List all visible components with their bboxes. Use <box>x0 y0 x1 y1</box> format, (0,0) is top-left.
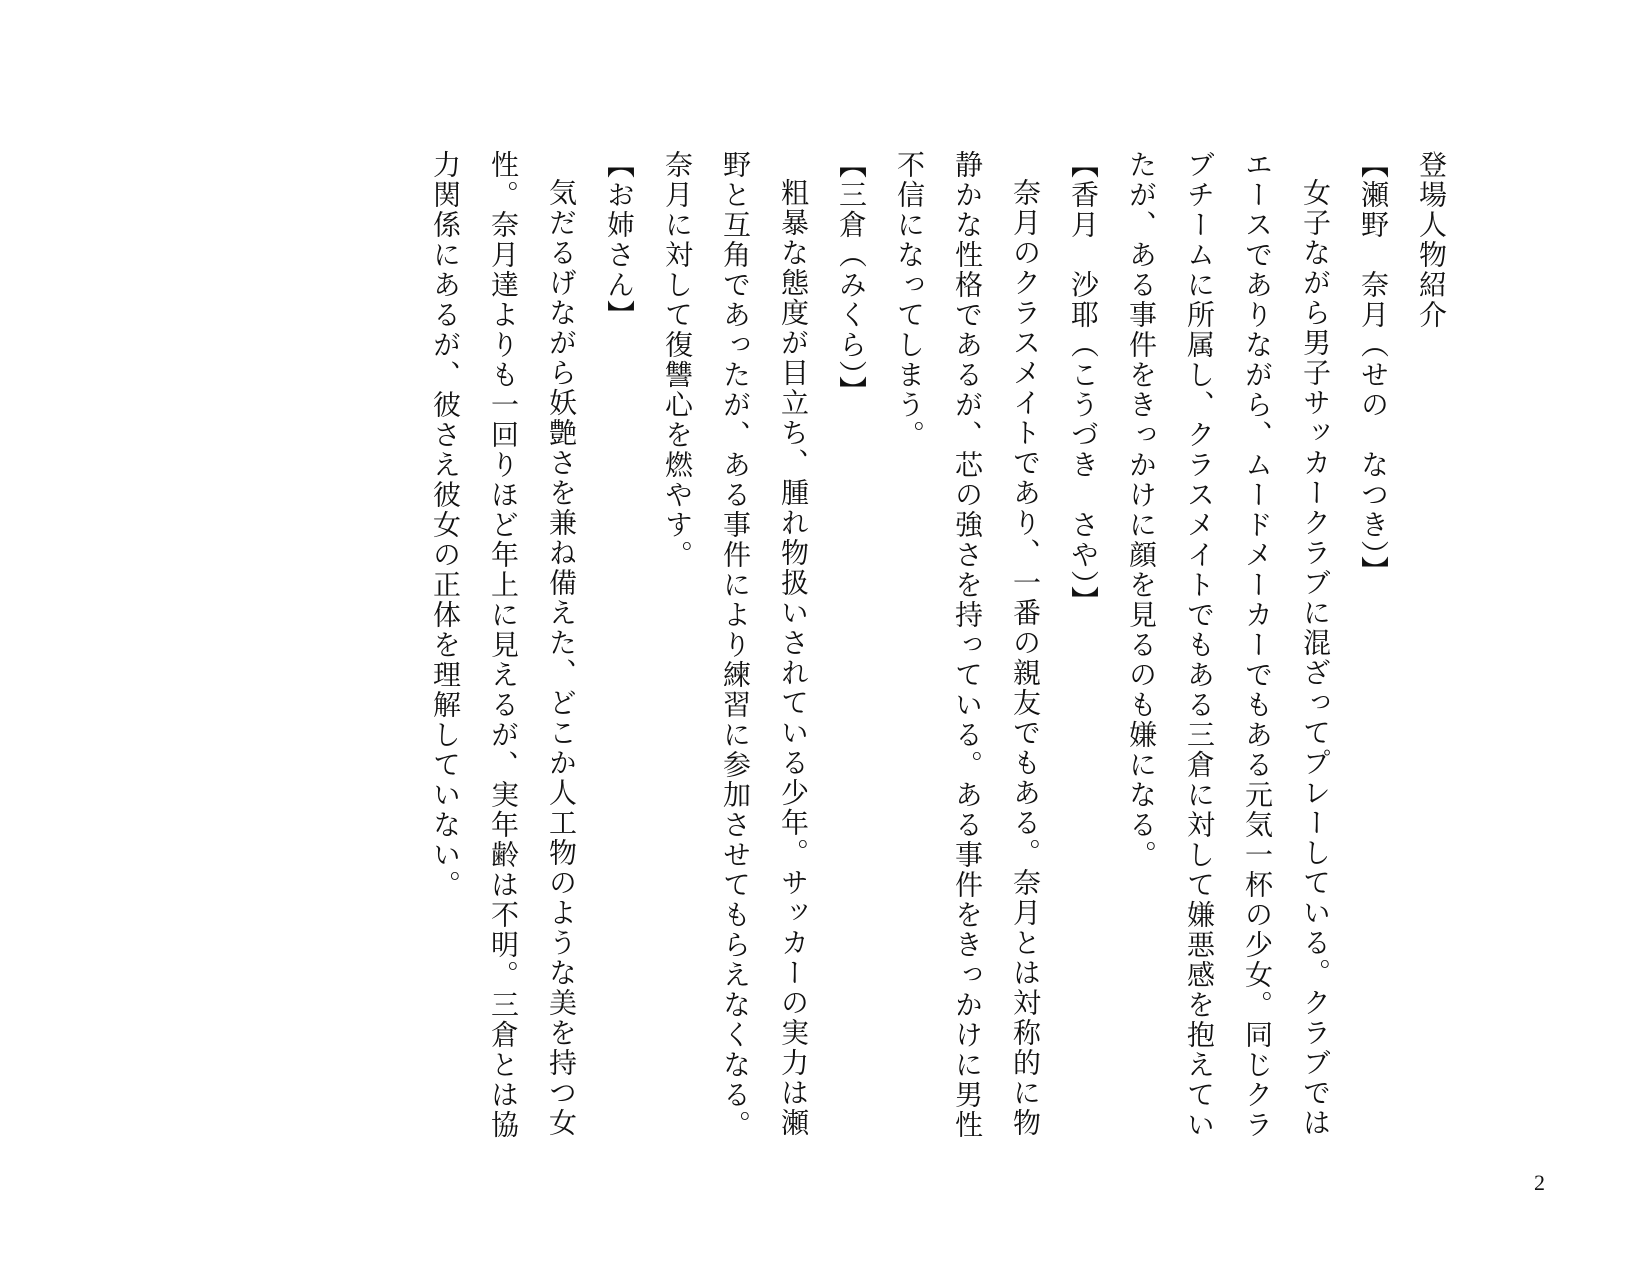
section-heading-mikura: 【三倉（みくら）】 <box>835 150 868 406</box>
section-body-oneesan: 気だるげながら妖艶さを兼ね備えた、どこか人工物のような美を持つ女性。奈月達よりも一回りほど年上に見えるが、実年齢は不明。三倉とは協力関係にあるが、彼さえ彼女の正体を理解していない。 <box>429 150 578 1140</box>
section-heading-kozuki: 【香月 沙耶（こうづき さや）】 <box>1067 150 1100 616</box>
section-body-kozuki: 奈月のクラスメイトであり、一番の親友でもある。奈月とは対称的に物静かな性格であるが、芯の強さを持っている。ある事件をきっかけに男性不信になってしまう。 <box>893 150 1042 1140</box>
section-body-mikura: 粗暴な態度が目立ち、腫れ物扱いされている少年。サッカーの実力は瀬野と互角であったが、ある事件により練習に参加させてもらえなくなる。奈月に対して復讐心を燃やす。 <box>661 150 810 1140</box>
section-heading-oneesan: 【お姉さん】 <box>603 150 636 330</box>
vertical-text-column <box>416 150 1460 1150</box>
page-number: 2 <box>1534 1170 1545 1195</box>
section-body-seno: 女子ながら男子サッカークラブに混ざってプレーしている。クラブではエースでありながら、ムードメーカーでもある元気一杯の少女。同じクラブチームに所属し、クラスメイトでもある三倉に対して嫌悪感を抱えていたが、ある事件をきっかけに顔を見るのも嫌になる。 <box>1125 150 1332 1140</box>
section-heading-seno: 【瀬野 奈月（せの なつき）】 <box>1357 150 1390 586</box>
page-title: 登場人物紹介 <box>1415 150 1448 330</box>
